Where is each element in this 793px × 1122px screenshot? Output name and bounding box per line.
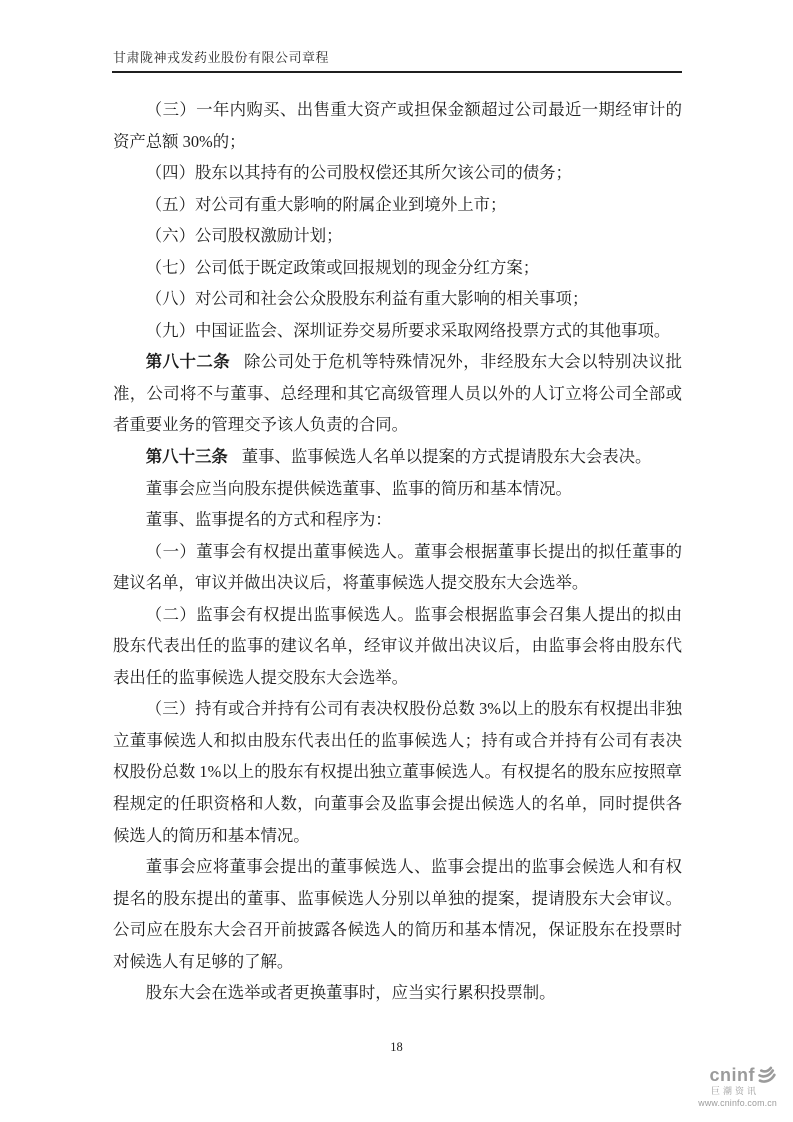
paragraph-item-7: （七）公司低于既定政策或回报规划的现金分红方案； [145,257,540,277]
document-body [113,94,682,1009]
paragraph-item-5: （五）对公司有重大影响的附属企业到境外上市； [145,194,507,214]
paragraph-item-4: （四）股东以其持有的公司股权偿还其所欠该公司的债务； [145,163,572,183]
header-divider [112,71,682,73]
cninfo-url: www.cninfo.com.cn [698,1098,777,1108]
paragraph-item-6: （六）公司股权激励计划； [145,226,343,246]
cninfo-chinese-name: 巨潮资讯 [710,1086,759,1096]
paragraph: 董事会应将董事会提出的董事候选人、监事会提出的监事会候选人和有权提名的股东提出的董事、监事候选人分别以单独的提案，提请股东大会审议。公司应在股东大会召开前披露各候选人的简历和基本情况，保证股东在投票时对候选人有足够的了解。 [113,857,682,971]
header-title: 甘肃陇神戎发药业股份有限公司章程 [113,50,330,65]
article-83-label: 第八十三条 [145,447,228,467]
paragraph: 董事、监事提名的方式和程序为： [145,510,392,530]
paragraph-item-9: （九）中国证监会、深圳证券交易所要求采取网络投票方式的其他事项。 [145,320,671,340]
paragraph-item-3: （三）一年内购买、出售重大资产或担保金额超过公司最近一期经审计的资产总额 30%的； [113,100,682,151]
cninfo-swirl-icon [756,1064,777,1085]
page-number: 18 [390,1040,403,1054]
paragraph: 股东大会在选举或者更换董事时，应当实行累积投票制。 [145,983,556,1003]
article-82-label: 第八十二条 [145,352,231,372]
cninfo-brand-row [710,1064,778,1085]
paragraph-article-82: 第八十二条 除公司处于危机等特殊情况外，非经股东大会以特别决议批准，公司将不与董事、总经理和其它高级管理人员以外的人订立将公司全部或者重要业务的管理交予该人负责的合同。 [113,352,682,435]
paragraph-item-1: （一）董事会有权提出董事候选人。董事会根据董事长提出的拟任董事的建议名单，审议并做出决议后，将董事候选人提交股东大会选举。 [113,541,682,593]
paragraph: 董事会应当向股东提供候选董事、监事的简历和基本情况。 [145,478,572,498]
paragraph-item-2: （二）监事会有权提出监事候选人。监事会根据监事会召集人提出的拟由股东代表出任的监事的建议名单，经审议并做出决议后，由监事会将由股东代表出任的监事候选人提交股东大会选举。 [113,604,682,687]
cninfo-brand-text: cninf [709,1064,755,1085]
paragraph-item-8: （八）对公司和社会公众股股东利益有重大影响的相关事项； [145,289,589,309]
paragraph-item-3b: （三）持有或合并持有公司有表决权股份总数 3%以上的股东有权提出非独立董事候选人和拟由股东代表出任的监事候选人；持有或合并持有公司有表决权股份总数 1%以上的股东有权提出独立董事候选人。有权提名的股东应按照章程规定的任职资格和人数，向董事会及监事会提出候选人的名单，同时提供各候选人的简历和基本情况。 [113,699,682,845]
cninfo-logo [698,1064,777,1108]
paragraph-article-83: 第八十三条 董事、监事候选人名单以提案的方式提请股东大会表决。 [145,447,652,467]
